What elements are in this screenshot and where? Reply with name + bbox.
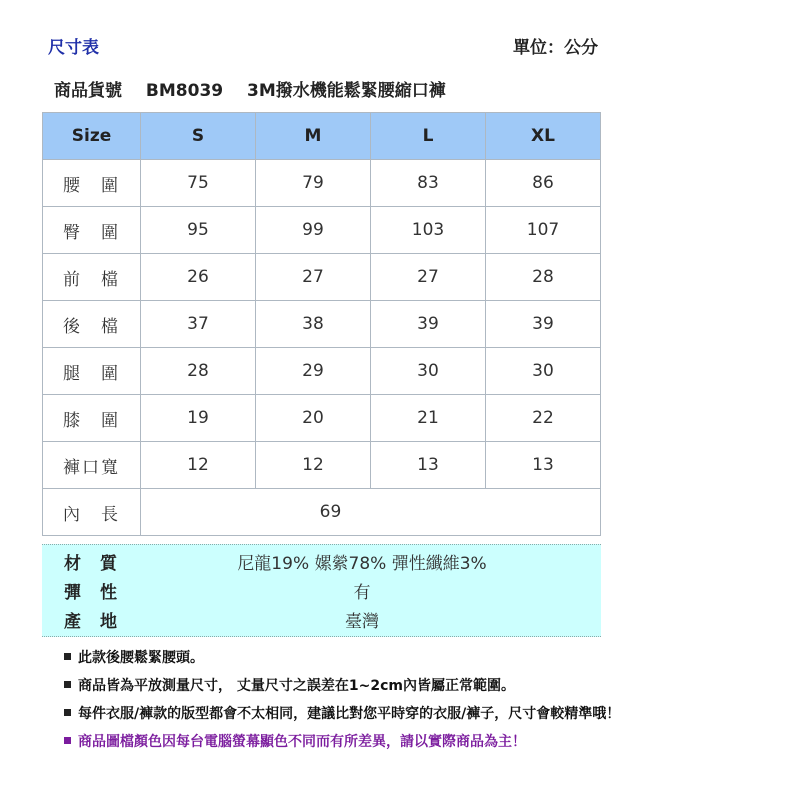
note-text: 此款後腰鬆緊腰頭。 xyxy=(78,650,204,666)
table-cell: 20 xyxy=(256,395,371,442)
row-label: 後 檔 xyxy=(43,301,141,348)
material-info-box xyxy=(42,544,601,637)
table-cell: 21 xyxy=(371,395,486,442)
table-row xyxy=(43,395,601,442)
table-cell: 12 xyxy=(256,442,371,489)
square-bullet-icon xyxy=(64,709,71,716)
table-cell: 107 xyxy=(486,207,601,254)
elasticity-value: 有 xyxy=(353,583,371,603)
table-row xyxy=(43,348,601,395)
table-cell: 37 xyxy=(141,301,256,348)
elasticity-row xyxy=(42,578,601,606)
table-cell: 27 xyxy=(371,254,486,301)
table-row xyxy=(43,160,601,207)
origin-label: 產 地 xyxy=(64,612,118,632)
table-cell: 13 xyxy=(371,442,486,489)
row-label: 膝 圍 xyxy=(43,395,141,442)
origin-value: 臺灣 xyxy=(345,612,379,632)
page-title: 尺寸表 xyxy=(48,38,99,58)
table-cell: 83 xyxy=(371,160,486,207)
table-cell: 13 xyxy=(486,442,601,489)
size-header-m: M xyxy=(256,113,371,160)
table-cell: 29 xyxy=(256,348,371,395)
size-header-xl: XL xyxy=(486,113,601,160)
table-cell: 30 xyxy=(486,348,601,395)
material-label: 材 質 xyxy=(64,554,118,574)
size-header-row xyxy=(43,113,601,160)
size-header-s: S xyxy=(141,113,256,160)
title-row xyxy=(46,33,598,61)
material-row xyxy=(42,549,601,577)
table-cell: 28 xyxy=(141,348,256,395)
row-label: 臀 圍 xyxy=(43,207,141,254)
table-cell: 38 xyxy=(256,301,371,348)
table-cell: 95 xyxy=(141,207,256,254)
note-text: 商品皆為平放測量尺寸， 丈量尺寸之誤差在1~2cm內皆屬正常範圍。 xyxy=(78,678,515,694)
table-cell: 27 xyxy=(256,254,371,301)
product-code: BM8039 xyxy=(145,81,224,101)
table-cell: 99 xyxy=(256,207,371,254)
table-cell: 28 xyxy=(486,254,601,301)
note-text: 商品圖檔顏色因每台電腦螢幕顯色不同而有所差異，請以實際商品為主！ xyxy=(78,734,526,750)
table-row xyxy=(43,301,601,348)
table-cell: 26 xyxy=(141,254,256,301)
inseam-row xyxy=(43,489,601,536)
note-text: 每件衣服/褲款的版型都會不太相同，建議比對您平時穿的衣服/褲子，尺寸會較精準哦！ xyxy=(78,706,621,722)
table-row xyxy=(43,254,601,301)
table-cell: 103 xyxy=(371,207,486,254)
table-cell: 30 xyxy=(371,348,486,395)
elasticity-label: 彈 性 xyxy=(64,583,118,603)
table-row xyxy=(43,442,601,489)
product-info xyxy=(54,76,464,101)
table-cell: 39 xyxy=(486,301,601,348)
square-bullet-icon xyxy=(64,653,71,660)
row-label: 內 長 xyxy=(43,489,141,536)
table-cell: 12 xyxy=(141,442,256,489)
product-code-label: 商品貨號 xyxy=(54,81,122,101)
product-name: 3M撥水機能鬆緊腰縮口褲 xyxy=(247,81,446,101)
unit-label: 單位：公分 xyxy=(513,38,598,58)
square-bullet-icon xyxy=(64,681,71,688)
table-cell: 86 xyxy=(486,160,601,207)
notes-list xyxy=(64,648,794,760)
square-bullet-icon xyxy=(64,737,71,744)
row-label: 腿 圍 xyxy=(43,348,141,395)
size-table xyxy=(42,112,601,536)
material-value: 尼龍19% 嫘縈78% 彈性纖維3% xyxy=(237,554,487,574)
row-label: 褲口寬 xyxy=(43,442,141,489)
note-item xyxy=(64,648,794,676)
row-label: 腰 圍 xyxy=(43,160,141,207)
inseam-value: 69 xyxy=(141,489,601,536)
table-row xyxy=(43,207,601,254)
table-cell: 75 xyxy=(141,160,256,207)
table-cell: 19 xyxy=(141,395,256,442)
origin-row xyxy=(42,607,601,635)
size-header-l: L xyxy=(371,113,486,160)
note-item xyxy=(64,732,794,760)
table-cell: 79 xyxy=(256,160,371,207)
note-item xyxy=(64,676,794,704)
table-cell: 22 xyxy=(486,395,601,442)
note-item xyxy=(64,704,794,732)
table-cell: 39 xyxy=(371,301,486,348)
size-corner-header: Size xyxy=(43,113,141,160)
row-label: 前 檔 xyxy=(43,254,141,301)
